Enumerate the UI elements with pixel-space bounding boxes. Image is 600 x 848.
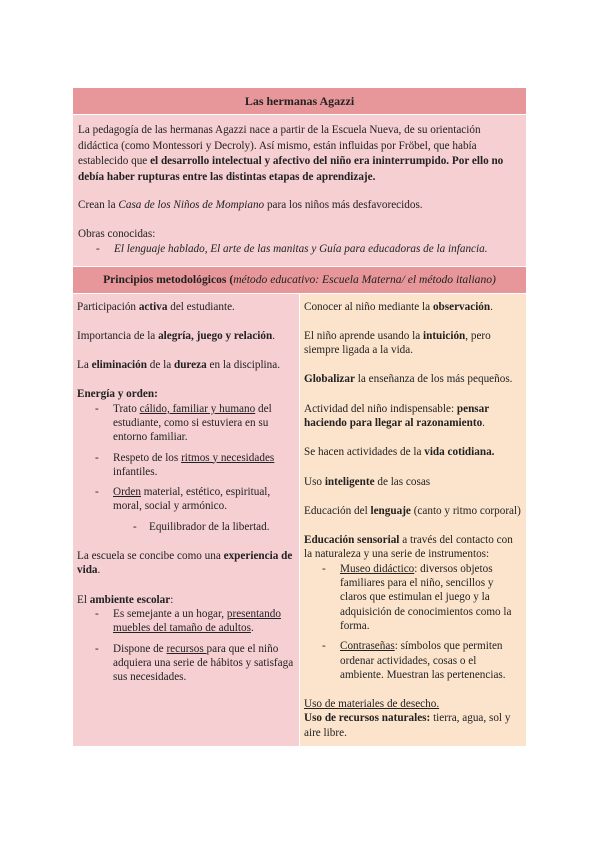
list-item: - Trato cálido, familiar y humano del estudiante, como si estuviera en su entorno familiar. — [77, 402, 294, 445]
principle-item: Se hacen actividades de la vida cotidiana. — [304, 446, 495, 459]
left-column — [73, 294, 300, 747]
principle-heading: Educación sensorial a través del contacto con la naturaleza y una serie de instrumentos: — [304, 534, 513, 561]
principle-item: Uso de recursos naturales: tierra, agua, sol y aire libre. — [304, 712, 511, 739]
list-item: - Contraseñas: símbolos que permiten ordenar actividades, cosas o el ambiente. Muestran las pertenencias. — [304, 639, 521, 682]
list-item: - Dispone de recursos para que el niño adquiera una serie de hábitos y satisfaga sus necesidades. — [77, 642, 294, 685]
principles-columns — [73, 294, 526, 747]
principle-item: La escuela se concibe como una experiencia de vida. — [77, 550, 293, 577]
principle-item: Conocer al niño mediante la observación. — [304, 300, 493, 313]
works-list — [78, 242, 520, 258]
principle-item: Actividad del niño indispensable: pensar haciendo para llegar al razonamiento. — [304, 402, 489, 429]
right-column — [300, 294, 526, 747]
principle-item: Educación del lenguaje (canto y ritmo corporal) — [304, 504, 521, 517]
principle-item: Uso inteligente de las cosas — [304, 475, 431, 488]
works-label: Obras conocidas: — [78, 227, 156, 240]
intro-section — [73, 115, 526, 267]
principle-heading: Energía y orden: — [77, 388, 158, 401]
works-item: - El lenguaje hablado, El arte de las manitas y Guía para educadoras de la infancia. — [78, 242, 520, 258]
sensory-list — [304, 562, 521, 682]
content-table — [73, 88, 526, 746]
casa-paragraph: Crean la Casa de los Niños de Mompiano para los niños más desfavorecidos. — [78, 199, 423, 211]
list-item: - Orden material, estético, espiritual, moral, social y armónico. — [77, 485, 294, 514]
principle-item: Importancia de la alegría, juego y relación. — [77, 329, 276, 342]
energy-order-list — [77, 402, 294, 534]
list-item: - Es semejante a un hogar, presentando muebles del tamaño de adultos. — [77, 607, 294, 636]
principle-item: La eliminación de la dureza en la disciplina. — [77, 359, 281, 372]
principle-item: Participación activa del estudiante. — [77, 300, 235, 313]
list-item: - Respeto de los ritmos y necesidades infantiles. — [77, 451, 294, 480]
principle-item: Uso de materiales de desecho. — [304, 698, 440, 711]
section-subtitle: Principios metodológicos ( método educativo: Escuela Materna/ el método italiano) — [73, 267, 526, 294]
principle-item: Globalizar la enseñanza de los más pequeños. — [304, 373, 513, 386]
intro-paragraph: La pedagogía de las hermanas Agazzi nace a partir de la Escuela Nueva, de su orientación didáctica (como Montessori y Decroly). Así mismo, están influidas por Fröbel, que había establecido que el desarrollo intelectual y afectivo del niño era ininterrumpido. Por ello no debía haber rupturas entre las distintas etapas de aprendizaje. — [78, 124, 504, 183]
principle-heading: El ambiente escolar: — [77, 593, 174, 606]
list-subitem: - Equilibrador de la libertad. — [77, 520, 294, 534]
list-item: - Museo didáctico: diversos objetos familiares para el niño, sencillos y claros que estimulan el juego y la adquisición de conocimientos como la forma. — [304, 562, 521, 633]
school-environment-list — [77, 607, 294, 684]
document-title: Las hermanas Agazzi — [73, 88, 526, 115]
principle-item: El niño aprende usando la intuición, pero siempre ligada a la vida. — [304, 329, 491, 357]
